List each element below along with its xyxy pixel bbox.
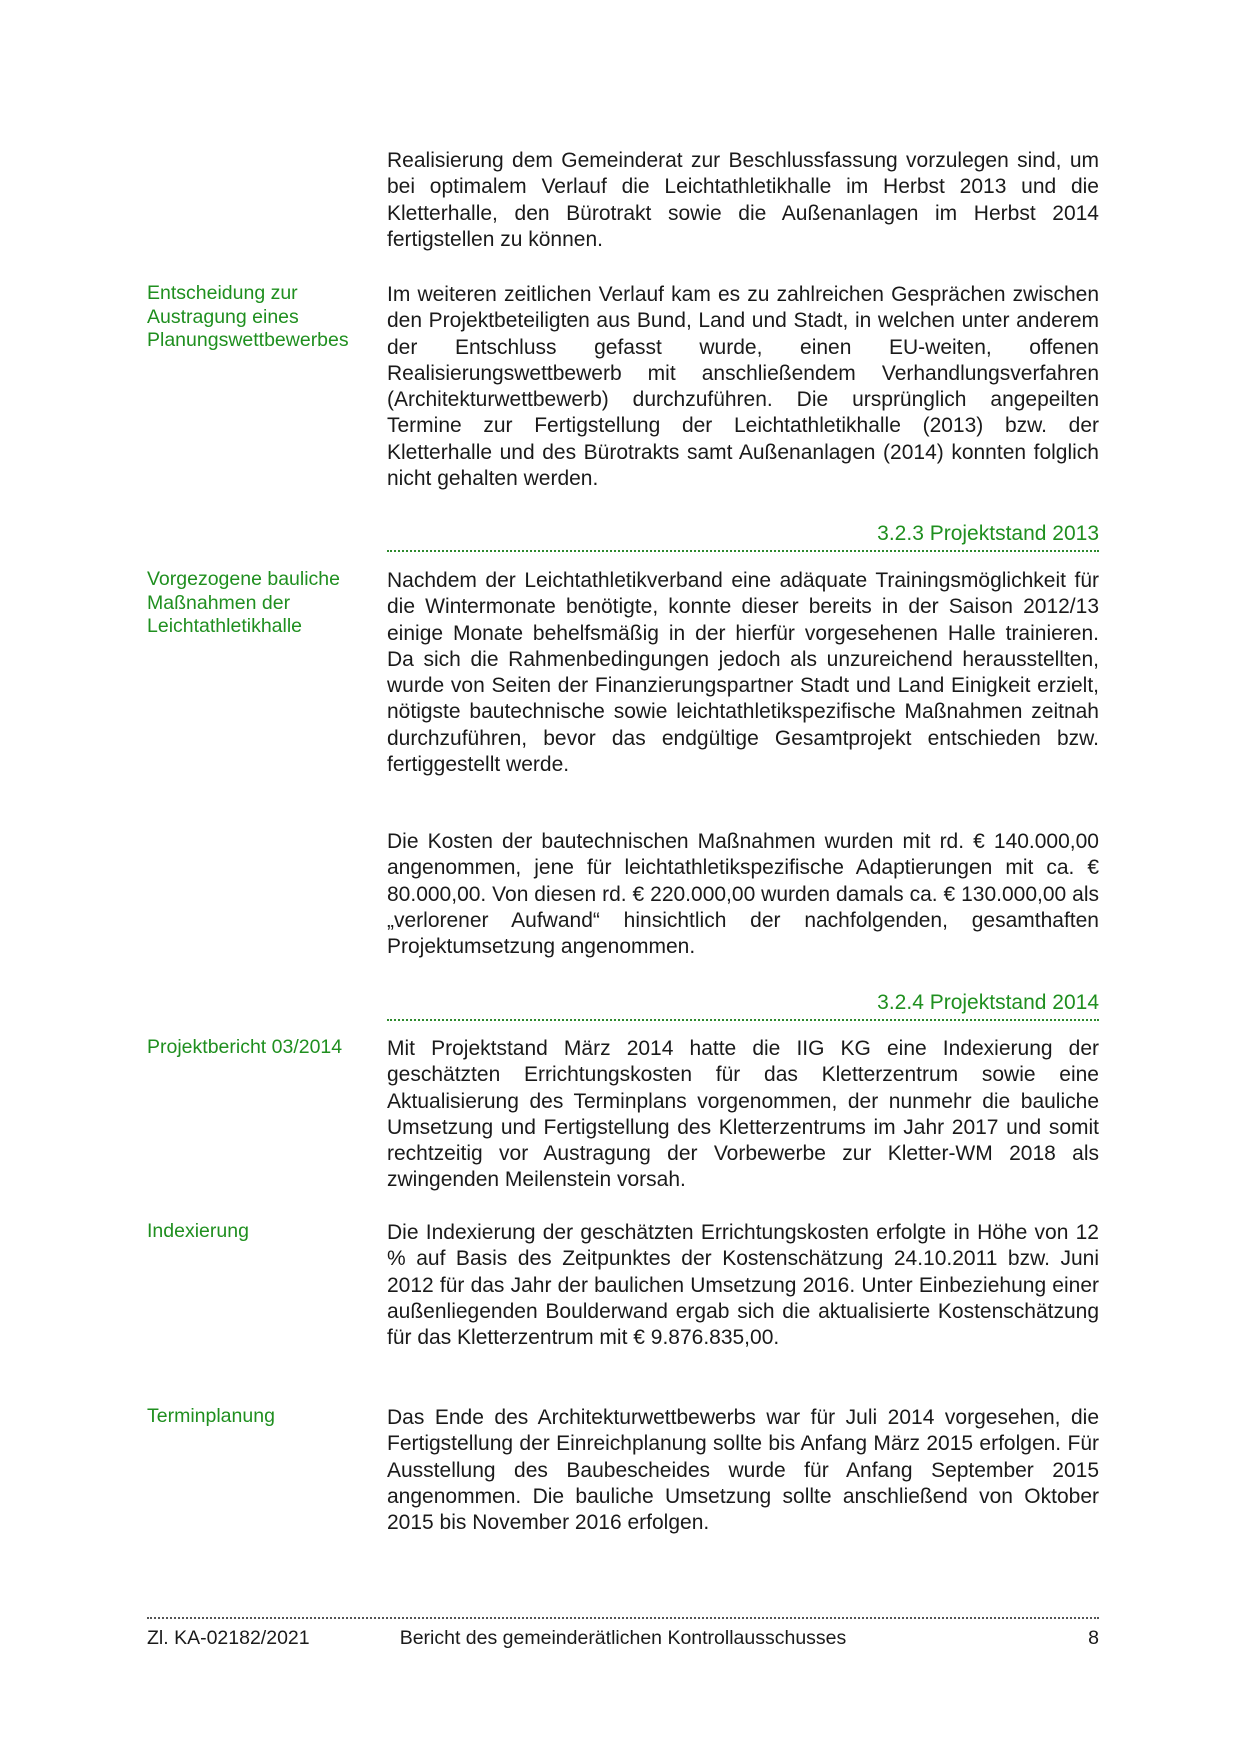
section-terminplanung — [387, 1405, 1099, 1536]
section-projektbericht — [387, 1036, 1099, 1194]
section-heading-2013: 3.2.3 Projektstand 2013 — [877, 522, 1099, 545]
footer-reference: Zl. KA-02182/2021 — [147, 1627, 310, 1649]
section-planungswettbewerb — [387, 282, 1099, 492]
paragraph-text: Im weiteren zeitlichen Verlauf kam es zu zahlreichen Gesprächen zwischen den Projektbeteiligten aus Bund, Land und Stadt, in welchen unter anderem der Entschluss gefasst wurde, einen EU-weiten, offenen Realisierungswettbewerb mit anschließendem Verhandlungsverfahren (Architekturwettbewerb) durchzuführen. Die ursprünglich angepeilten Termine zur Fertigstellung der Leichtathletikhalle (2013) bzw. der Kletterhalle und des Bürotrakts samt Außenanlagen (2014) konnten folglich nicht gehalten werden. — [387, 283, 1099, 491]
continuation-paragraph — [387, 148, 1099, 253]
section-vorgezogene-massnahmen — [387, 568, 1099, 778]
footer-divider — [147, 1617, 1099, 1619]
paragraph-text: Realisierung dem Gemeinderat zur Beschlussfassung vorzulegen sind, um bei optimalem Verlauf die Leichtathletikhalle im Herbst 2013 und die Kletterhalle, den Bürotrakt sowie die Außenanlagen im Herbst 2014 fertigstellen zu können. — [387, 149, 1099, 251]
side-label-planungswettbewerb: Entscheidung zur Austragung eines Planungswettbewerbes — [147, 282, 349, 351]
side-label-terminplanung: Terminplanung — [147, 1405, 275, 1427]
section-indexierung — [387, 1220, 1099, 1351]
side-label-vorgezogene-massnahmen: Vorgezogene bauliche Maßnahmen der Leichtathletikhalle — [147, 568, 340, 637]
section-heading-2014: 3.2.4 Projektstand 2014 — [877, 991, 1099, 1014]
heading-divider — [387, 550, 1099, 552]
page-number: 8 — [1088, 1627, 1099, 1649]
paragraph-text: Das Ende des Architekturwettbewerbs war für Juli 2014 vorgesehen, die Fertigstellung der Einreichplanung sollte bis Anfang März 2015 erfolgen. Für Ausstellung des Baubescheides wurde für Anfang September 2015 angenommen. Die bauliche Umsetzung sollte anschließend von Oktober 2015 bis November 2016 erfolgen. — [387, 1406, 1099, 1535]
paragraph-text: Mit Projektstand März 2014 hatte die IIG KG eine Indexierung der geschätzten Errichtungskosten für das Kletterzentrum sowie eine Aktualisierung des Terminplans vorgenommen, der nunmehr die bauliche Umsetzung und Fertigstellung des Kletterzentrums im Jahr 2017 und somit rechtzeitig vor Austragung der Vorbewerbe zur Kletter-WM 2018 als zwingenden Meilenstein vorsah. — [387, 1037, 1099, 1192]
paragraph-text: Die Kosten der bautechnischen Maßnahmen wurden mit rd. € 140.000,00 angenommen, jene für leichtathletikspezifische Adaptierungen mit ca. € 80.000,00. Von diesen rd. € 220.000,00 wurden damals ca. € 130.000,00 als „verlorener Aufwand“ hinsichtlich der nachfolgenden, gesamthaften Projektumsetzung angenommen. — [387, 830, 1099, 959]
paragraph-text: Nachdem der Leichtathletikverband eine adäquate Trainingsmöglichkeit für die Wintermonate benötigte, konnte dieser bereits in der Saison 2012/13 einige Monate behelfsmäßig in der hierfür vorgesehenen Halle trainieren. Da sich die Rahmenbedingungen jedoch als unzureichend herausstellten, wurde von Seiten der Finanzierungspartner Stadt und Land Einigkeit erzielt, nötigste bautechnische sowie leichtathletikspezifische Maßnahmen zeitnah durchzuführen, bevor das endgültige Gesamtprojekt entschieden bzw. fertiggestellt werde. — [387, 569, 1099, 777]
side-label-indexierung: Indexierung — [147, 1220, 249, 1242]
side-label-projektbericht: Projektbericht 03/2014 — [147, 1036, 343, 1058]
section-kosten — [387, 829, 1099, 960]
footer-title: Bericht des gemeinderätlichen Kontrollausschusses — [399, 1627, 847, 1649]
heading-divider — [387, 1019, 1099, 1021]
paragraph-text: Die Indexierung der geschätzten Errichtungskosten erfolgte in Höhe von 12 % auf Basis des Zeitpunktes der Kostenschätzung 24.10.2011 bzw. Juni 2012 für das Jahr der baulichen Umsetzung 2016. Unter Einbeziehung einer außenliegenden Boulderwand ergab sich die aktualisierte Kostenschätzung für das Kletterzentrum mit € 9.876.835,00. — [387, 1221, 1099, 1350]
